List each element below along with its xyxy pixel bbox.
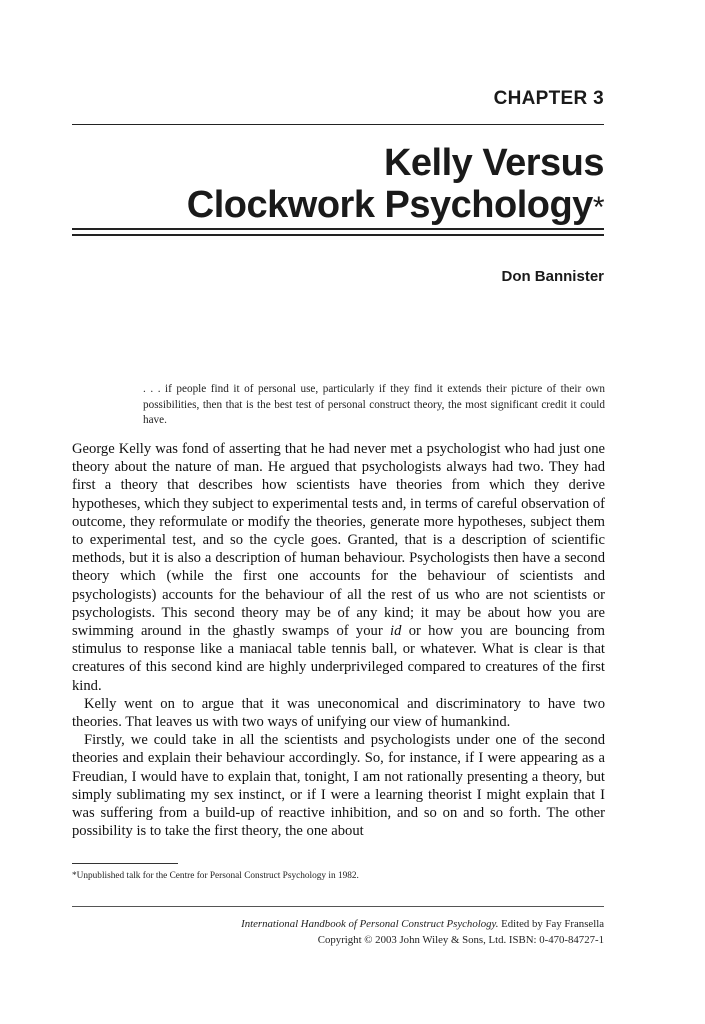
paragraph-3: Firstly, we could take in all the scientists and psychologists under one of the second theories and explain their behaviour accordingly. So, for instance, if I were appearing as a Freudian, I would have to explain that, tonight, I am not rationally presenting a theory, but simply sublimating my sex instinct, or if I were a learning theorist I might explain that I was suffering from a build-up of reactive inhibition, and so on and so forth. The other possibility is to take the first theory, the one about [72,732,605,840]
paragraph-1 [72,440,605,695]
paragraph-1-text-a: George Kelly was fond of asserting that he had never met a psychologist who had just one theory about the nature of man. He argued that psychologists always had two. They had first a theory that describes how scientists have theories from which they derive hypotheses, which they subject to experimental tests and, in terms of careful observation of outcome, they reformulate or modify the theories, generate more hypotheses, subject them to experimental test, and so the cycle goes. Granted, that is a description of scientific methods, but it is also a description of human behaviour. Psychologists then have a second theory which (while the first one accounts for the behaviour of scientists and psychologists) accounts for the behaviour of all the rest of us who are not scientists or psychologists. This second theory may be of any kind; it may be about how you are swimming around in the ghastly swamps of your [72,441,605,640]
chapter-label: CHAPTER 3 [493,88,604,109]
credit-line-2: Copyright © 2003 John Wiley & Sons, Ltd. ISBN: 0-470-84727-1 [317,934,604,946]
copyright-credit [241,916,604,948]
paragraph-1-text-b: or how you are bouncing from stimulus to response like a maniacal table tennis ball, or whatever. What is clear is that creatures of this second kind are highly underprivileged compared to creatures of the first kind. [72,623,605,694]
credit-line-1 [241,916,604,932]
author-name: Don Bannister [501,268,604,285]
body-text [72,440,605,840]
chapter-title [187,142,604,229]
paragraph-2: Kelly went on to argue that it was uneconomical and discriminatory to have two theories. That leaves us with two ways of unifying our view of humankind. [72,695,605,731]
chapter-rule [72,124,604,125]
title-line-1: Kelly Versus [383,142,604,184]
title-rule-upper [72,228,604,230]
edited-by: Edited by Fay Fransella [498,918,604,930]
footnote-rule [72,863,178,864]
epigraph: . . . if people find it of personal use, particularly if they find it extends their picture of their own possibilities, then that is the best test of personal construct theory, the most significant credit it could have. [143,383,605,426]
title-line-2-text: Clockwork Psychology [186,184,593,226]
book-title: International Handbook of Personal Construct Psychology. [241,918,499,930]
paragraph-1-italic-id: id [390,623,402,640]
title-footnote-marker: * [592,191,604,224]
title-rule-lower [72,234,604,236]
title-line-2 [187,184,604,229]
footnote: *Unpublished talk for the Centre for Personal Construct Psychology in 1982. [72,871,359,881]
credit-rule [72,906,604,907]
